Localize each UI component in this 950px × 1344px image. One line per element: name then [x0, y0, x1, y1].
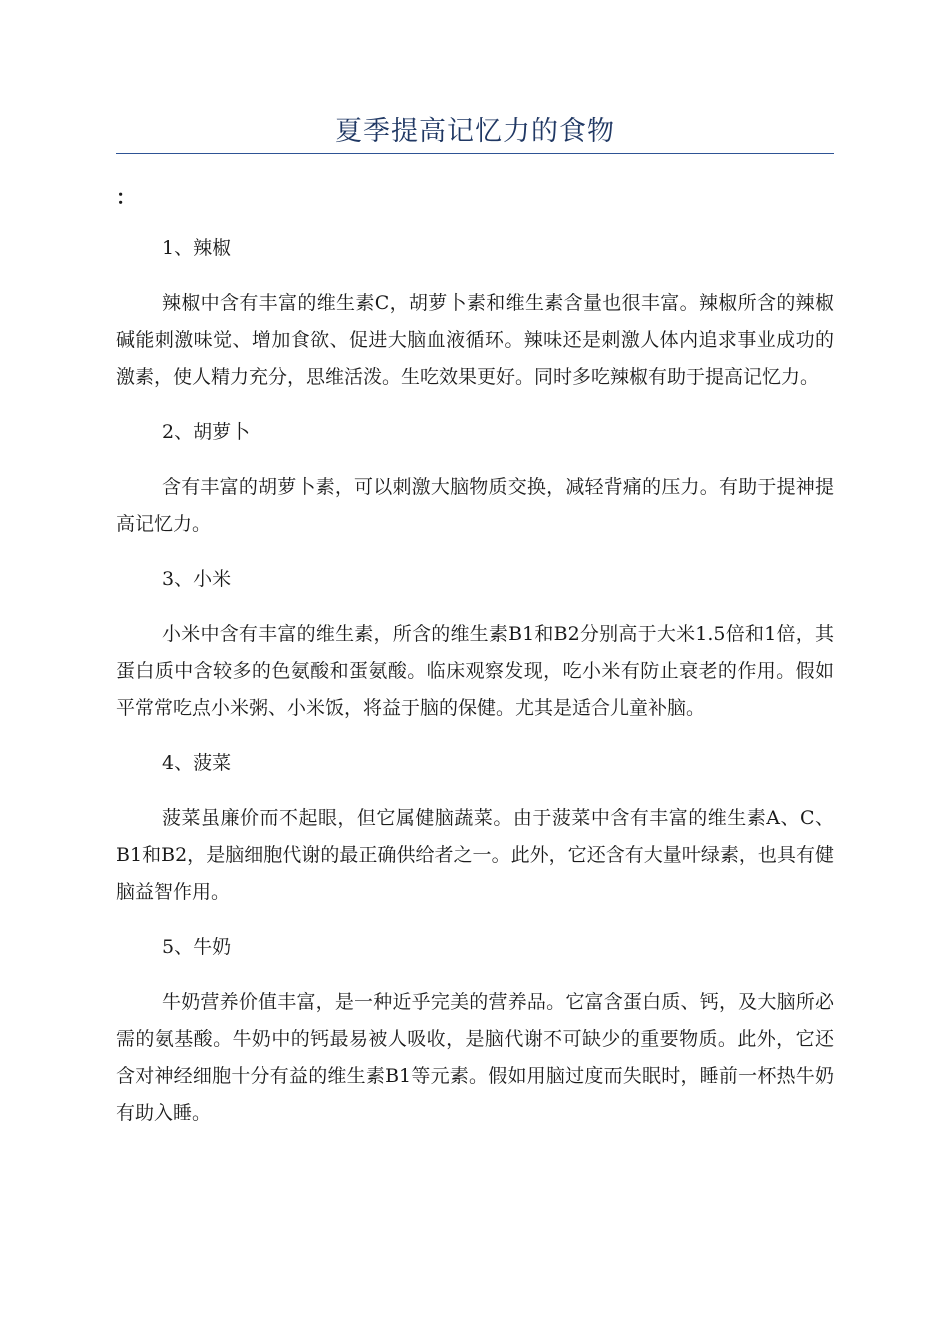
section-paragraph: 辣椒中含有丰富的维生素C，胡萝卜素和维生素含量也很丰富。辣椒所含的辣椒碱能刺激味觉、增加食欲、促进大脑血液循环。辣味还是刺激人体内追求事业成功的激素，使人精力充分，思维活泼。生吃效果更好。同时多吃辣椒有助于提高记忆力。: [116, 292, 834, 388]
title-underline: [116, 153, 834, 154]
section-heading: 1、辣椒: [162, 237, 232, 259]
section-milk: [116, 929, 834, 1132]
section-heading: 5、牛奶: [162, 936, 232, 958]
intro-mark: ：: [116, 185, 136, 209]
section-heading: 2、胡萝卜: [162, 421, 251, 443]
section-chili: [116, 230, 834, 396]
section-heading: 4、菠菜: [162, 752, 232, 774]
document-body: [116, 230, 834, 1150]
section-spinach: [116, 745, 834, 911]
section-paragraph: 菠菜虽廉价而不起眼，但它属健脑蔬菜。由于菠菜中含有丰富的维生素A、C、B1和B2，是脑细胞代谢的最正确供给者之一。此外，它还含有大量叶绿素，也具有健脑益智作用。: [116, 807, 834, 903]
section-millet: [116, 561, 834, 727]
section-carrot: [116, 414, 834, 543]
section-heading: 3、小米: [162, 568, 232, 590]
section-paragraph: 牛奶营养价值丰富，是一种近乎完美的营养品。它富含蛋白质、钙，及大脑所必需的氨基酸。牛奶中的钙最易被人吸收，是脑代谢不可缺少的重要物质。此外，它还含对神经细胞十分有益的维生素B1等元素。假如用脑过度而失眠时，睡前一杯热牛奶有助入睡。: [116, 991, 834, 1124]
section-paragraph: 含有丰富的胡萝卜素，可以刺激大脑物质交换，减轻背痛的压力。有助于提神提高记忆力。: [116, 476, 834, 535]
document-title: 夏季提高记忆力的食物: [335, 116, 615, 147]
section-paragraph: 小米中含有丰富的维生素，所含的维生素B1和B2分别高于大米1.5倍和1倍，其蛋白质中含较多的色氨酸和蛋氨酸。临床观察发现，吃小米有防止衰老的作用。假如平常常吃点小米粥、小米饭，将益于脑的保健。尤其是适合儿童补脑。: [116, 623, 834, 719]
